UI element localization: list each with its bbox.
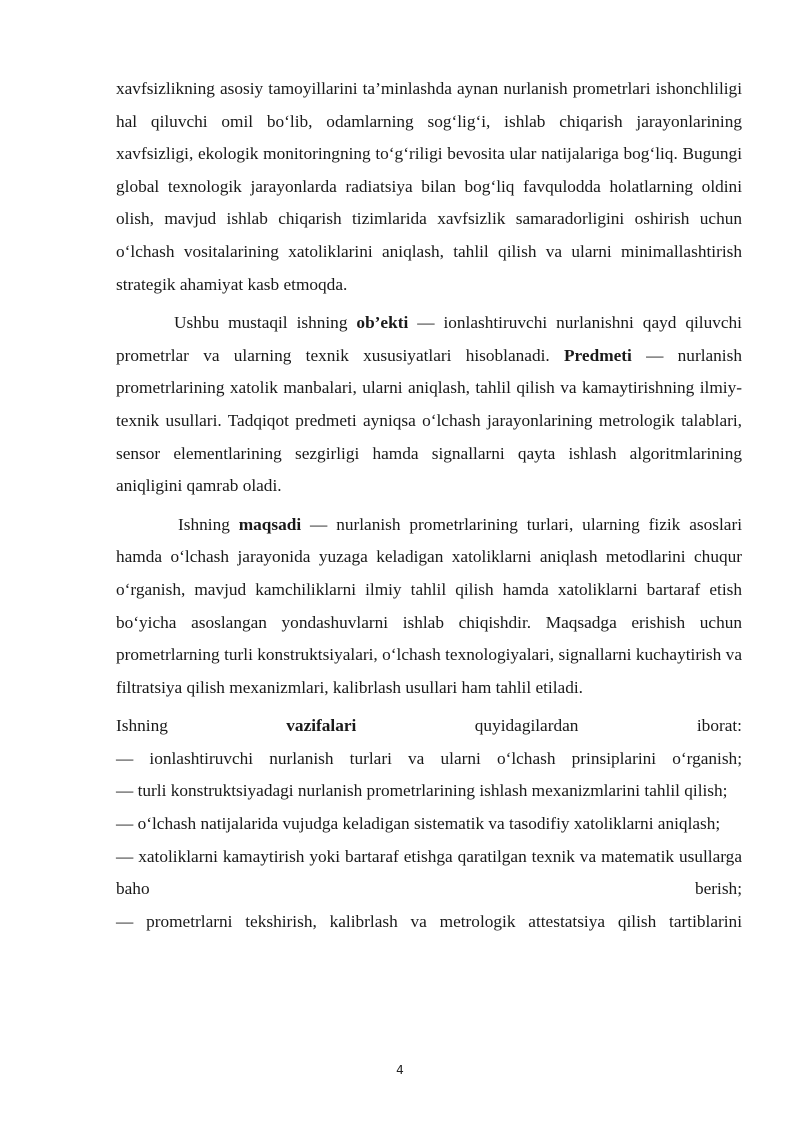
subject-rest: — nurlanish prometrlarining xatolik manbalari, ularni aniqlash, tahlil qilish va kamaytirishning ilmiy-texnik usullari. Tadqiqot predmeti ayniqsa o‘lchash jarayonlarining metrologik talablari, sensor elementlarining sezgirligi hamda signallarni qayta ishlash algoritmlarining aniqligini qamrab oladi. xyxy=(116,345,742,496)
tasks-term: vazifalari xyxy=(286,716,357,736)
goal-paragraph xyxy=(116,509,742,705)
task-item-4: — xatoliklarni kamaytirish yoki bartaraf etishga qaratilgan texnik va matematik usullarga baho berish; xyxy=(116,846,742,899)
object-term: ob’ekti xyxy=(356,313,409,333)
goal-rest: — nurlanish prometrlarining turlari, ularning fizik asoslari hamda o‘lchash jarayonida yuzaga keladigan xatoliklarni aniqlash metodlarini chuqur o‘rganish, mavjud kamchiliklarni ilmiy tahlil qilish hamda xatoliklarni bartaraf etish bo‘yicha asoslangan yondashuvlarni ishlab chiqishdir. Maqsadga erishish uchun prometrlarning turli konstruktsiyalari, o‘lchash texnologiyalari, signallarni kuchaytirish va filtratsiya qilish mexanizmlari, kalibrlash usullari ham tahlil etiladi. xyxy=(116,514,742,697)
tasks-heading xyxy=(116,710,742,743)
task-item-2: — turli konstruktsiyadagi nurlanish prometrlarining ishlash mexanizmlarini tahlil qilish; xyxy=(116,781,728,801)
tasks-word-1: Ishning xyxy=(116,716,168,736)
goal-term: maqsadi xyxy=(238,514,302,534)
object-mid: — ionlashtiruvchi nurlanishni qayd qiluvchi prometrlar va ularning texnik xususiyatlari hisoblanadi. xyxy=(116,313,742,365)
object-lead: Ushbu mustaqil ishning xyxy=(174,313,357,333)
task-item-3: — o‘lchash natijalarida vujudga keladigan sistematik va tasodifiy xatoliklarni aniqlash; xyxy=(116,814,721,834)
object-paragraph xyxy=(116,307,742,503)
task-item-5: — prometrlarni tekshirish, kalibrlash va metrologik attestatsiya qilish tartiblarini xyxy=(116,911,742,931)
task-item-1: — ionlashtiruvchi nurlanish turlari va ularni o‘lchash prinsiplarini o‘rganish; xyxy=(116,748,742,768)
page-body xyxy=(116,73,742,938)
subject-term: Predmeti xyxy=(564,345,632,365)
tasks-word-3: iborat: xyxy=(696,716,742,736)
intro-paragraph: xavfsizlikning asosiy tamoyillarini ta’minlashda aynan nurlanish prometrlari ishonchliligi hal qiluvchi omil bo‘lib, odamlarning sog‘lig‘i, ishlab chiqarish jarayonlarining xavfsizligi, ekologik monitoringning to‘g‘riligi bevosita ular natijalariga bog‘liq. Bugungi global texnologik jarayonlarda radiatsiya bilan bog‘liq favqulodda holatlarning oldini olish, mavjud ishlab chiqarish tizimlarida xavfsizlik samaradorligini oshirish uchun o‘lchash vositalarining xatoliklarini aniqlash, tahlil qilish va ularni minimallashtirish strategik ahamiyat kasb etmoqda. xyxy=(116,79,742,294)
tasks-word-2: quyidagilardan xyxy=(474,716,579,736)
page-number: 4 xyxy=(396,1063,404,1077)
goal-lead: Ishning xyxy=(178,514,239,534)
